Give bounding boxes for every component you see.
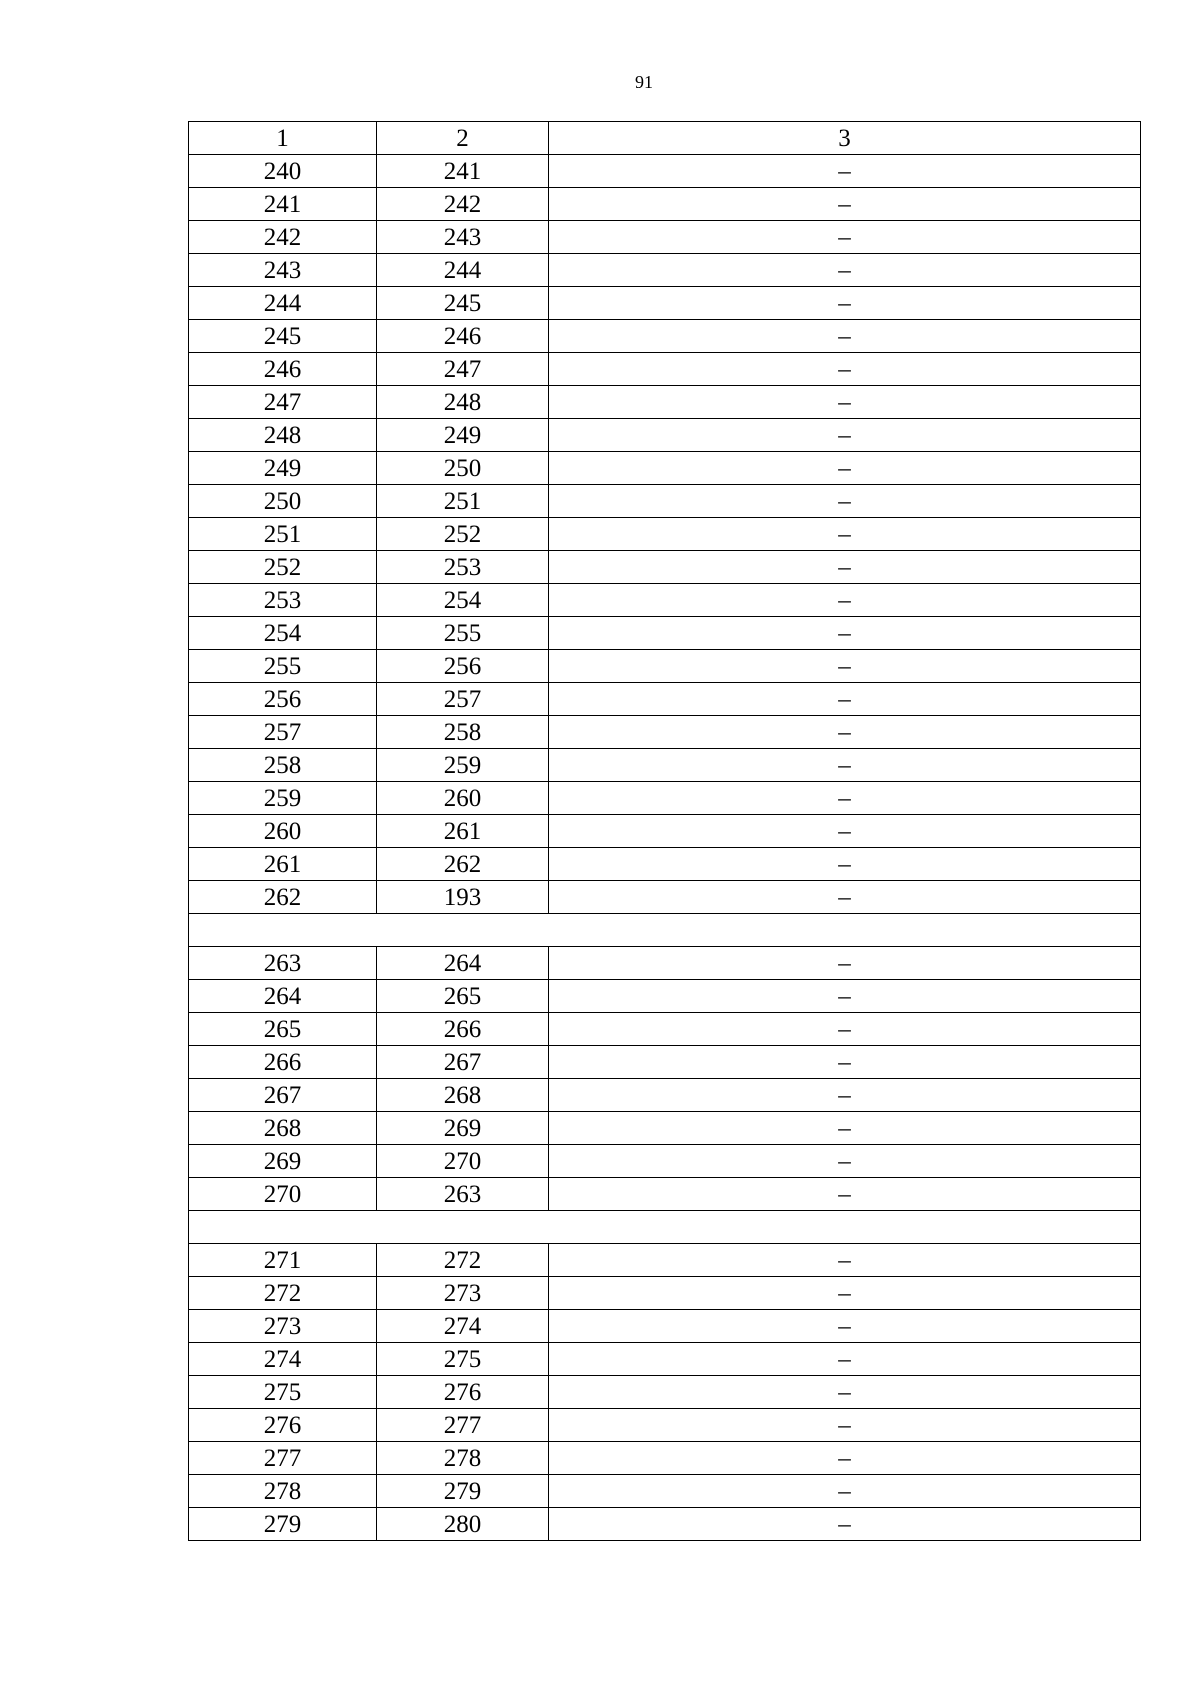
table-cell-col-2: 280 bbox=[377, 1508, 549, 1541]
table-cell-col-2: 269 bbox=[377, 1112, 549, 1145]
table-cell-col-1: 255 bbox=[189, 650, 377, 683]
table-row bbox=[189, 1442, 1141, 1475]
table-cell-col-1: 242 bbox=[189, 221, 377, 254]
table-cell-col-3: – bbox=[549, 386, 1141, 419]
table-row bbox=[189, 287, 1141, 320]
table-cell-col-1: 274 bbox=[189, 1343, 377, 1376]
table-cell-col-2: 262 bbox=[377, 848, 549, 881]
header-cell-2: 2 bbox=[377, 122, 549, 155]
table-cell-col-2: 272 bbox=[377, 1244, 549, 1277]
table-cell-col-2: 263 bbox=[377, 1178, 549, 1211]
table-row bbox=[189, 254, 1141, 287]
table-cell-col-1: 256 bbox=[189, 683, 377, 716]
table-cell-col-2: 255 bbox=[377, 617, 549, 650]
table-cell-col-2: 249 bbox=[377, 419, 549, 452]
table-cell-col-3: – bbox=[549, 815, 1141, 848]
table-cell-col-1: 259 bbox=[189, 782, 377, 815]
table-cell-col-3: – bbox=[549, 980, 1141, 1013]
table-row bbox=[189, 419, 1141, 452]
group-separator-cell bbox=[189, 914, 1141, 947]
table-cell-col-3: – bbox=[549, 848, 1141, 881]
table-row bbox=[189, 1376, 1141, 1409]
table-cell-col-2: 267 bbox=[377, 1046, 549, 1079]
table-cell-col-3: – bbox=[549, 1046, 1141, 1079]
table-cell-col-1: 268 bbox=[189, 1112, 377, 1145]
table-row bbox=[189, 320, 1141, 353]
table-row bbox=[189, 221, 1141, 254]
table-cell-col-3: – bbox=[549, 353, 1141, 386]
table-row bbox=[189, 782, 1141, 815]
table-cell-col-2: 279 bbox=[377, 1475, 549, 1508]
table-cell-col-2: 259 bbox=[377, 749, 549, 782]
table-cell-col-1: 258 bbox=[189, 749, 377, 782]
table-row bbox=[189, 518, 1141, 551]
table-cell-col-1: 271 bbox=[189, 1244, 377, 1277]
table-cell-col-3: – bbox=[549, 551, 1141, 584]
table-cell-col-2: 250 bbox=[377, 452, 549, 485]
table-row bbox=[189, 980, 1141, 1013]
table-cell-col-1: 241 bbox=[189, 188, 377, 221]
table-row bbox=[189, 650, 1141, 683]
table-cell-col-1: 260 bbox=[189, 815, 377, 848]
table-cell-col-1: 273 bbox=[189, 1310, 377, 1343]
table-cell-col-2: 253 bbox=[377, 551, 549, 584]
table-cell-col-2: 246 bbox=[377, 320, 549, 353]
table-row bbox=[189, 848, 1141, 881]
table-row bbox=[189, 1409, 1141, 1442]
table-row bbox=[189, 188, 1141, 221]
table-cell-col-2: 258 bbox=[377, 716, 549, 749]
table-row bbox=[189, 1079, 1141, 1112]
table-cell-col-3: – bbox=[549, 1475, 1141, 1508]
table-cell-col-1: 251 bbox=[189, 518, 377, 551]
table-row bbox=[189, 1508, 1141, 1541]
table-cell-col-2: 243 bbox=[377, 221, 549, 254]
table-cell-col-3: – bbox=[549, 254, 1141, 287]
table-row bbox=[189, 386, 1141, 419]
table-row bbox=[189, 1277, 1141, 1310]
table-cell-col-3: – bbox=[549, 947, 1141, 980]
table-cell-col-1: 276 bbox=[189, 1409, 377, 1442]
table-cell-col-2: 268 bbox=[377, 1079, 549, 1112]
table-cell-col-1: 272 bbox=[189, 1277, 377, 1310]
table-cell-col-2: 273 bbox=[377, 1277, 549, 1310]
table-row bbox=[189, 815, 1141, 848]
table-cell-col-3: – bbox=[549, 1376, 1141, 1409]
table-row bbox=[189, 551, 1141, 584]
table-cell-col-3: – bbox=[549, 287, 1141, 320]
table-row bbox=[189, 1112, 1141, 1145]
table-row bbox=[189, 947, 1141, 980]
table-cell-col-1: 275 bbox=[189, 1376, 377, 1409]
table-cell-col-3: – bbox=[549, 1244, 1141, 1277]
group-separator-row bbox=[189, 1211, 1141, 1244]
table-cell-col-3: – bbox=[549, 1277, 1141, 1310]
table-cell-col-2: 245 bbox=[377, 287, 549, 320]
table-cell-col-1: 240 bbox=[189, 155, 377, 188]
group-separator-row bbox=[189, 914, 1141, 947]
table-cell-col-1: 248 bbox=[189, 419, 377, 452]
table-cell-col-2: 256 bbox=[377, 650, 549, 683]
table-cell-col-3: – bbox=[549, 221, 1141, 254]
table-row bbox=[189, 881, 1141, 914]
table-row bbox=[189, 749, 1141, 782]
table-cell-col-3: – bbox=[549, 881, 1141, 914]
table-row bbox=[189, 1145, 1141, 1178]
table-cell-col-3: – bbox=[549, 1145, 1141, 1178]
table-cell-col-2: 254 bbox=[377, 584, 549, 617]
table-cell-col-1: 278 bbox=[189, 1475, 377, 1508]
table-row bbox=[189, 1244, 1141, 1277]
table-header-row bbox=[189, 122, 1141, 155]
header-cell-3: 3 bbox=[549, 122, 1141, 155]
table-cell-col-1: 243 bbox=[189, 254, 377, 287]
table-cell-col-3: – bbox=[549, 782, 1141, 815]
table-cell-col-1: 263 bbox=[189, 947, 377, 980]
table-cell-col-2: 244 bbox=[377, 254, 549, 287]
table-cell-col-2: 278 bbox=[377, 1442, 549, 1475]
table-cell-col-2: 265 bbox=[377, 980, 549, 1013]
table-cell-col-1: 270 bbox=[189, 1178, 377, 1211]
table-cell-col-2: 264 bbox=[377, 947, 549, 980]
table-body bbox=[189, 122, 1141, 1541]
table-cell-col-1: 269 bbox=[189, 1145, 377, 1178]
table-cell-col-3: – bbox=[549, 485, 1141, 518]
table-row bbox=[189, 683, 1141, 716]
table-row bbox=[189, 485, 1141, 518]
table-cell-col-2: 241 bbox=[377, 155, 549, 188]
table-row bbox=[189, 716, 1141, 749]
table-cell-col-3: – bbox=[549, 518, 1141, 551]
table-row bbox=[189, 1343, 1141, 1376]
table-row bbox=[189, 1475, 1141, 1508]
table-cell-col-3: – bbox=[549, 419, 1141, 452]
table-cell-col-1: 265 bbox=[189, 1013, 377, 1046]
table-cell-col-1: 266 bbox=[189, 1046, 377, 1079]
table-cell-col-2: 275 bbox=[377, 1343, 549, 1376]
table-cell-col-1: 247 bbox=[189, 386, 377, 419]
table-cell-col-3: – bbox=[549, 1013, 1141, 1046]
table-cell-col-1: 267 bbox=[189, 1079, 377, 1112]
table-cell-col-1: 262 bbox=[189, 881, 377, 914]
table-cell-col-2: 261 bbox=[377, 815, 549, 848]
table-cell-col-1: 253 bbox=[189, 584, 377, 617]
table-cell-col-3: – bbox=[549, 1442, 1141, 1475]
table-cell-col-3: – bbox=[549, 1343, 1141, 1376]
table-row bbox=[189, 1013, 1141, 1046]
table-cell-col-2: 242 bbox=[377, 188, 549, 221]
table-cell-col-3: – bbox=[549, 584, 1141, 617]
table-cell-col-2: 247 bbox=[377, 353, 549, 386]
table-row bbox=[189, 353, 1141, 386]
table-cell-col-2: 257 bbox=[377, 683, 549, 716]
table-row bbox=[189, 617, 1141, 650]
group-separator-cell bbox=[189, 1211, 1141, 1244]
table-cell-col-2: 260 bbox=[377, 782, 549, 815]
table-cell-col-1: 277 bbox=[189, 1442, 377, 1475]
table-cell-col-1: 249 bbox=[189, 452, 377, 485]
table-cell-col-3: – bbox=[549, 683, 1141, 716]
table-cell-col-3: – bbox=[549, 155, 1141, 188]
table-cell-col-2: 274 bbox=[377, 1310, 549, 1343]
table-cell-col-2: 276 bbox=[377, 1376, 549, 1409]
table-cell-col-3: – bbox=[549, 1178, 1141, 1211]
header-cell-1: 1 bbox=[189, 122, 377, 155]
table-cell-col-3: – bbox=[549, 1409, 1141, 1442]
table-cell-col-1: 257 bbox=[189, 716, 377, 749]
table-cell-col-3: – bbox=[549, 1112, 1141, 1145]
table-cell-col-3: – bbox=[549, 452, 1141, 485]
table-row bbox=[189, 155, 1141, 188]
table-cell-col-3: – bbox=[549, 1310, 1141, 1343]
page-number: 91 bbox=[635, 72, 653, 92]
table-cell-col-3: – bbox=[549, 716, 1141, 749]
table-cell-col-3: – bbox=[549, 1079, 1141, 1112]
table-cell-col-2: 277 bbox=[377, 1409, 549, 1442]
table-cell-col-1: 246 bbox=[189, 353, 377, 386]
table-cell-col-1: 244 bbox=[189, 287, 377, 320]
table-cell-col-2: 193 bbox=[377, 881, 549, 914]
table-cell-col-3: – bbox=[549, 617, 1141, 650]
table-cell-col-3: – bbox=[549, 650, 1141, 683]
table-cell-col-3: – bbox=[549, 1508, 1141, 1541]
table-row bbox=[189, 584, 1141, 617]
table-cell-col-2: 252 bbox=[377, 518, 549, 551]
table-row bbox=[189, 1046, 1141, 1079]
table-row bbox=[189, 1310, 1141, 1343]
table-cell-col-2: 266 bbox=[377, 1013, 549, 1046]
table-cell-col-3: – bbox=[549, 749, 1141, 782]
table-cell-col-3: – bbox=[549, 188, 1141, 221]
table-cell-col-1: 252 bbox=[189, 551, 377, 584]
table-cell-col-1: 254 bbox=[189, 617, 377, 650]
table-row bbox=[189, 1178, 1141, 1211]
table-cell-col-1: 245 bbox=[189, 320, 377, 353]
table-cell-col-1: 264 bbox=[189, 980, 377, 1013]
data-table bbox=[188, 121, 1141, 1541]
table-cell-col-2: 270 bbox=[377, 1145, 549, 1178]
table-cell-col-2: 248 bbox=[377, 386, 549, 419]
table-cell-col-1: 250 bbox=[189, 485, 377, 518]
table-cell-col-3: – bbox=[549, 320, 1141, 353]
table-cell-col-2: 251 bbox=[377, 485, 549, 518]
table-row bbox=[189, 452, 1141, 485]
table-cell-col-1: 261 bbox=[189, 848, 377, 881]
table-cell-col-1: 279 bbox=[189, 1508, 377, 1541]
